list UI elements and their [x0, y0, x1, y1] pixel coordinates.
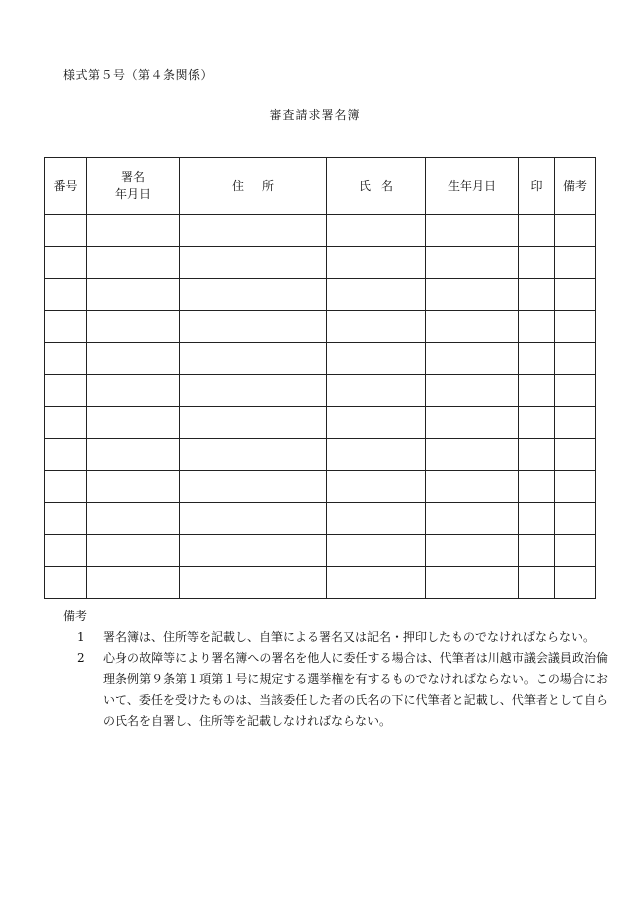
- cell-number: [45, 279, 87, 311]
- cell-name: [327, 215, 426, 247]
- cell-sign-date: [87, 567, 180, 599]
- cell-remarks: [555, 343, 596, 375]
- cell-birthdate: [426, 311, 519, 343]
- cell-birthdate: [426, 471, 519, 503]
- cell-sign-date: [87, 439, 180, 471]
- header-seal: 印: [519, 158, 555, 215]
- cell-birthdate: [426, 407, 519, 439]
- cell-address: [180, 407, 327, 439]
- signature-table: [44, 157, 596, 599]
- cell-birthdate: [426, 215, 519, 247]
- table-row: [45, 247, 596, 279]
- notes-heading: 備考: [63, 609, 88, 623]
- cell-address: [180, 471, 327, 503]
- header-number: 番号: [45, 158, 87, 215]
- cell-address: [180, 215, 327, 247]
- cell-seal: [519, 343, 555, 375]
- cell-sign-date: [87, 343, 180, 375]
- header-address-label: 住所: [231, 178, 292, 193]
- cell-address: [180, 503, 327, 535]
- cell-remarks: [555, 215, 596, 247]
- cell-number: [45, 247, 87, 279]
- cell-remarks: [555, 375, 596, 407]
- cell-name: [327, 439, 426, 471]
- cell-sign-date: [87, 407, 180, 439]
- note-item: [63, 627, 608, 648]
- table-row: [45, 407, 596, 439]
- table-row: [45, 439, 596, 471]
- table-row: [45, 375, 596, 407]
- cell-name: [327, 343, 426, 375]
- cell-number: [45, 407, 87, 439]
- cell-birthdate: [426, 439, 519, 471]
- cell-sign-date: [87, 311, 180, 343]
- cell-name: [327, 567, 426, 599]
- header-sign-date: [87, 158, 180, 215]
- cell-seal: [519, 439, 555, 471]
- cell-address: [180, 343, 327, 375]
- cell-birthdate: [426, 535, 519, 567]
- cell-seal: [519, 311, 555, 343]
- cell-sign-date: [87, 247, 180, 279]
- cell-address: [180, 311, 327, 343]
- table-row: [45, 215, 596, 247]
- cell-seal: [519, 247, 555, 279]
- cell-seal: [519, 215, 555, 247]
- header-name-label: 氏名: [358, 178, 403, 193]
- cell-name: [327, 279, 426, 311]
- notes-section: [63, 606, 608, 732]
- cell-birthdate: [426, 279, 519, 311]
- cell-seal: [519, 503, 555, 535]
- header-sign-date-line2: 年月日: [114, 187, 151, 201]
- cell-remarks: [555, 471, 596, 503]
- header-sign-date-line1: 署名: [120, 170, 145, 184]
- cell-number: [45, 215, 87, 247]
- table-row: [45, 503, 596, 535]
- document-title: 審査請求署名簿: [269, 108, 361, 122]
- cell-number: [45, 567, 87, 599]
- cell-number: [45, 375, 87, 407]
- cell-number: [45, 311, 87, 343]
- cell-sign-date: [87, 535, 180, 567]
- cell-address: [180, 375, 327, 407]
- cell-name: [327, 503, 426, 535]
- cell-sign-date: [87, 375, 180, 407]
- cell-birthdate: [426, 567, 519, 599]
- cell-birthdate: [426, 503, 519, 535]
- note-number: 2: [77, 651, 85, 665]
- cell-birthdate: [426, 375, 519, 407]
- cell-birthdate: [426, 247, 519, 279]
- note-text: 署名簿は、住所等を記載し、自筆による署名又は記名・押印したものでなければならない。: [103, 630, 596, 644]
- cell-remarks: [555, 407, 596, 439]
- cell-address: [180, 567, 327, 599]
- cell-seal: [519, 471, 555, 503]
- note-number: 1: [77, 630, 85, 644]
- cell-address: [180, 247, 327, 279]
- cell-name: [327, 407, 426, 439]
- cell-seal: [519, 375, 555, 407]
- form-number-label: 様式第５号（第４条関係）: [63, 68, 214, 82]
- table-header-row: [45, 158, 596, 215]
- cell-remarks: [555, 247, 596, 279]
- cell-remarks: [555, 439, 596, 471]
- cell-remarks: [555, 567, 596, 599]
- header-name: [327, 158, 426, 215]
- cell-seal: [519, 407, 555, 439]
- cell-seal: [519, 279, 555, 311]
- cell-sign-date: [87, 279, 180, 311]
- cell-sign-date: [87, 215, 180, 247]
- cell-name: [327, 311, 426, 343]
- cell-seal: [519, 535, 555, 567]
- table-row: [45, 343, 596, 375]
- note-item: [63, 648, 608, 732]
- cell-address: [180, 279, 327, 311]
- cell-sign-date: [87, 503, 180, 535]
- cell-number: [45, 535, 87, 567]
- table-row: [45, 535, 596, 567]
- cell-remarks: [555, 535, 596, 567]
- cell-address: [180, 439, 327, 471]
- cell-remarks: [555, 279, 596, 311]
- table-row: [45, 567, 596, 599]
- cell-address: [180, 535, 327, 567]
- cell-birthdate: [426, 343, 519, 375]
- header-address: [180, 158, 327, 215]
- cell-sign-date: [87, 471, 180, 503]
- table-row: [45, 279, 596, 311]
- cell-name: [327, 535, 426, 567]
- cell-name: [327, 375, 426, 407]
- table-row: [45, 311, 596, 343]
- table-body: [45, 215, 596, 599]
- table-row: [45, 471, 596, 503]
- cell-name: [327, 247, 426, 279]
- note-text: 心身の故障等により署名簿への署名を他人に委任する場合は、代筆者は川越市議会議員政治倫理条例第９条第１項第１号に規定する選挙権を有するものでなければならない。この場合において、委任を受けたものは、当該委任した者の氏名の下に代筆者と記載し、代筆者として自らの氏名を自署し、住所等を記載しなければならない。: [103, 651, 608, 728]
- header-birthdate: 生年月日: [426, 158, 519, 215]
- cell-remarks: [555, 503, 596, 535]
- header-remarks: 備考: [555, 158, 596, 215]
- cell-number: [45, 471, 87, 503]
- cell-number: [45, 503, 87, 535]
- cell-number: [45, 439, 87, 471]
- cell-seal: [519, 567, 555, 599]
- cell-remarks: [555, 311, 596, 343]
- cell-number: [45, 343, 87, 375]
- cell-name: [327, 471, 426, 503]
